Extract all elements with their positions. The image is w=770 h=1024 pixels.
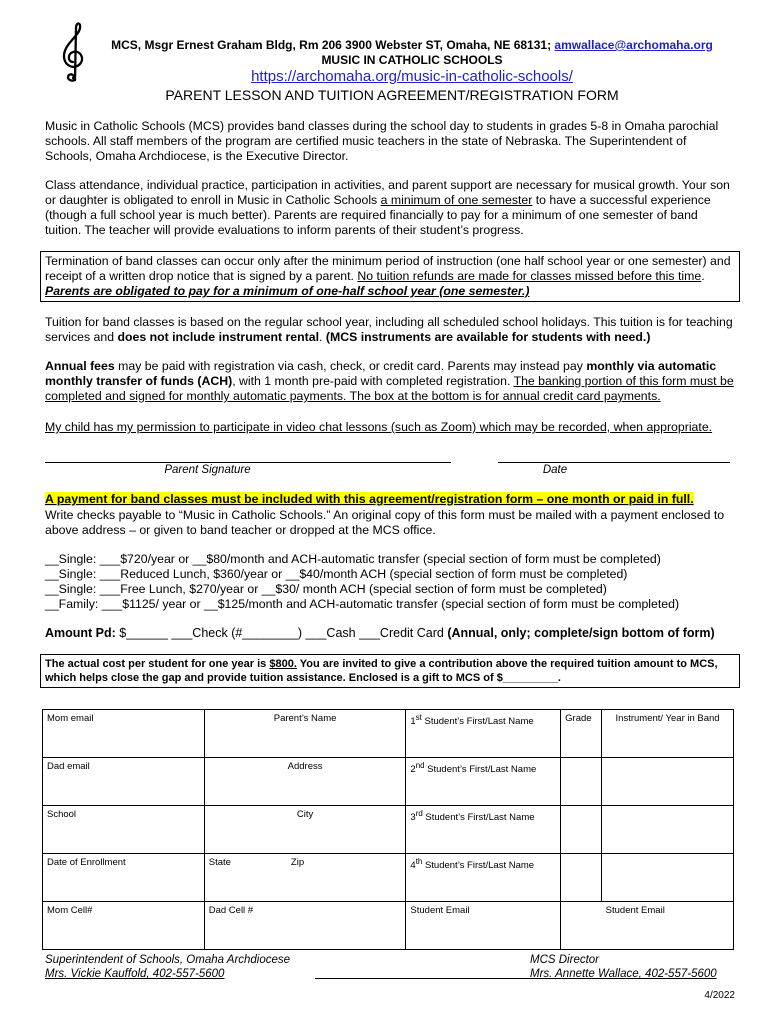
student3-name-field[interactable]: 3rd Student’s First/Last Name xyxy=(406,806,561,854)
parent-signature-line[interactable] xyxy=(45,462,451,463)
fees-paragraph: Annual fees may be paid with registration via cash, check, or credit card. Parents may instead pay monthly via automatic monthly transfer of funds (ACH), with 1 month pre-paid with completed registration. The banking portion of this form must be completed and signed for monthly automatic payments. The box at the bottom is for annual credit card payments. xyxy=(45,359,734,403)
option-single-full[interactable]: __Single: ___$720/year or __$80/month and ACH-automatic transfer (special section of form must be completed) xyxy=(45,552,661,566)
instrument-field-4[interactable] xyxy=(602,854,734,902)
tuition-options xyxy=(45,552,745,612)
grade-field-4[interactable] xyxy=(561,854,602,902)
option-single-reduced[interactable]: __Single: ___Reduced Lunch, $360/year or __$40/month ACH (special section of form must be completed) xyxy=(45,567,628,581)
contribution-box: The actual cost per student for one year is $800. You are invited to give a contribution above the required tuition amount to MCS, which helps close the gap and provide tuition assistance. Enclosed is a gift to MCS of $_________. xyxy=(40,654,740,688)
mom-email-field[interactable]: Mom email xyxy=(43,710,205,758)
termination-box: Termination of band classes can occur only after the minimum period of instruction (one half school year or one semester) and receipt of a written drop notice that is signed by a parent. No tuition refunds are made for classes missed before this time. Parents are obligated to pay for a minimum of one-half school year (one semester.) xyxy=(40,251,740,302)
header-email-link[interactable]: amwallace@archomaha.org xyxy=(554,38,713,52)
state-zip-field[interactable]: State Zip xyxy=(204,854,406,902)
instrument-year-field[interactable]: Instrument/ Year in Band xyxy=(602,710,734,758)
footer-middle-line xyxy=(315,978,530,979)
address-field[interactable]: Address xyxy=(204,758,406,806)
amount-paid-row: Amount Pd: $______ ___Check (#________) ___Cash ___Credit Card (Annual, only; complete/sign bottom of form) xyxy=(45,626,715,640)
header-org: MUSIC IN CATHOLIC SCHOOLS xyxy=(321,53,503,67)
parent-name-field[interactable]: Parent’s Name xyxy=(204,710,406,758)
header-address: MCS, Msgr Ernest Graham Bldg, Rm 206 3900 Webster ST, Omaha, NE 68131; amwallace@archomaha.org xyxy=(111,38,713,52)
parent-signature-label: Parent Signature xyxy=(164,464,251,476)
registration-table xyxy=(42,709,734,950)
payment-notice: A payment for band classes must be included with this agreement/registration form – one month or paid in full. xyxy=(45,492,694,506)
student1-name-field[interactable]: 1st Student’s First/Last Name xyxy=(406,710,561,758)
date-label: Date xyxy=(542,464,568,476)
date-line[interactable] xyxy=(498,462,730,463)
student4-name-field[interactable]: 4th Student’s First/Last Name xyxy=(406,854,561,902)
header-url-link[interactable]: https://archomaha.org/music-in-catholic-schools/ xyxy=(251,68,573,85)
empty-cell xyxy=(561,902,602,950)
instrument-field-2[interactable] xyxy=(602,758,734,806)
school-field[interactable]: School xyxy=(43,806,205,854)
form-title: PARENT LESSON AND TUITION AGREEMENT/REGISTRATION FORM xyxy=(165,87,619,103)
option-single-free[interactable]: __Single: ___Free Lunch, $270/year or __$30/ month ACH (special section of form must be completed) xyxy=(45,582,607,596)
permission-statement: My child has my permission to participate in video chat lessons (such as Zoom) which may be recorded, when appropriate. xyxy=(45,420,713,434)
footer-superintendent: Superintendent of Schools, Omaha Archdiocese Mrs. Vickie Kauffold, 402-557-5600 xyxy=(45,954,291,980)
tuition-paragraph: Tuition for band classes is based on the regular school year, including all scheduled school holidays. This tuition is for teaching services and does not include instrument rental. (MCS instruments are available for students with need.) xyxy=(45,315,733,344)
treble-clef-logo xyxy=(60,20,88,84)
option-family[interactable]: __Family: ___$1125/ year or __$125/month and ACH-automatic transfer (special section of form must be completed) xyxy=(45,597,680,611)
form-version-date: 4/2022 xyxy=(704,990,735,1001)
intro-paragraph: Music in Catholic Schools (MCS) provides band classes during the school day to students in grades 5-8 in Omaha parochial schools. All staff members of the program are certified music teachers in the state of Nebraska. The Superintendent of Schools, Omaha Archdiocese, is the Executive Director. xyxy=(45,119,719,163)
attendance-paragraph: Class attendance, individual practice, participation in activities, and parent support are necessary for musical growth. Your son or daughter is obligated to enroll in Music in Catholic Schools a minimum of one semester to have a successful experience (though a full school year is much better). Parents are required financially to pay for a minimum of one semester of band tuition. The teacher will provide evaluations to inform parents of their student’s progress. xyxy=(45,178,730,237)
student-email-field[interactable]: Student Email xyxy=(406,902,561,950)
dad-email-field[interactable]: Dad email xyxy=(43,758,205,806)
dad-cell-field[interactable]: Dad Cell # xyxy=(204,902,406,950)
student2-name-field[interactable]: 2nd Student’s First/Last Name xyxy=(406,758,561,806)
instrument-field-3[interactable] xyxy=(602,806,734,854)
grade-field-2[interactable] xyxy=(561,758,602,806)
grade-field[interactable]: Grade xyxy=(561,710,602,758)
enrollment-date-field[interactable]: Date of Enrollment xyxy=(43,854,205,902)
mom-cell-field[interactable]: Mom Cell# xyxy=(43,902,205,950)
footer-director: MCS Director Mrs. Annette Wallace, 402-557-5600 xyxy=(530,954,717,980)
city-field[interactable]: City xyxy=(204,806,406,854)
checks-paragraph: Write checks payable to “Music in Catholic Schools.” An original copy of this form must be mailed with a payment enclosed to above address – or given to band teacher or dropped at the MCS office. xyxy=(45,508,725,537)
student-email-field-2[interactable]: Student Email xyxy=(602,902,734,950)
grade-field-3[interactable] xyxy=(561,806,602,854)
amount-paid-fields[interactable]: $______ ___Check (#________) ___Cash ___Credit Card xyxy=(115,626,448,640)
